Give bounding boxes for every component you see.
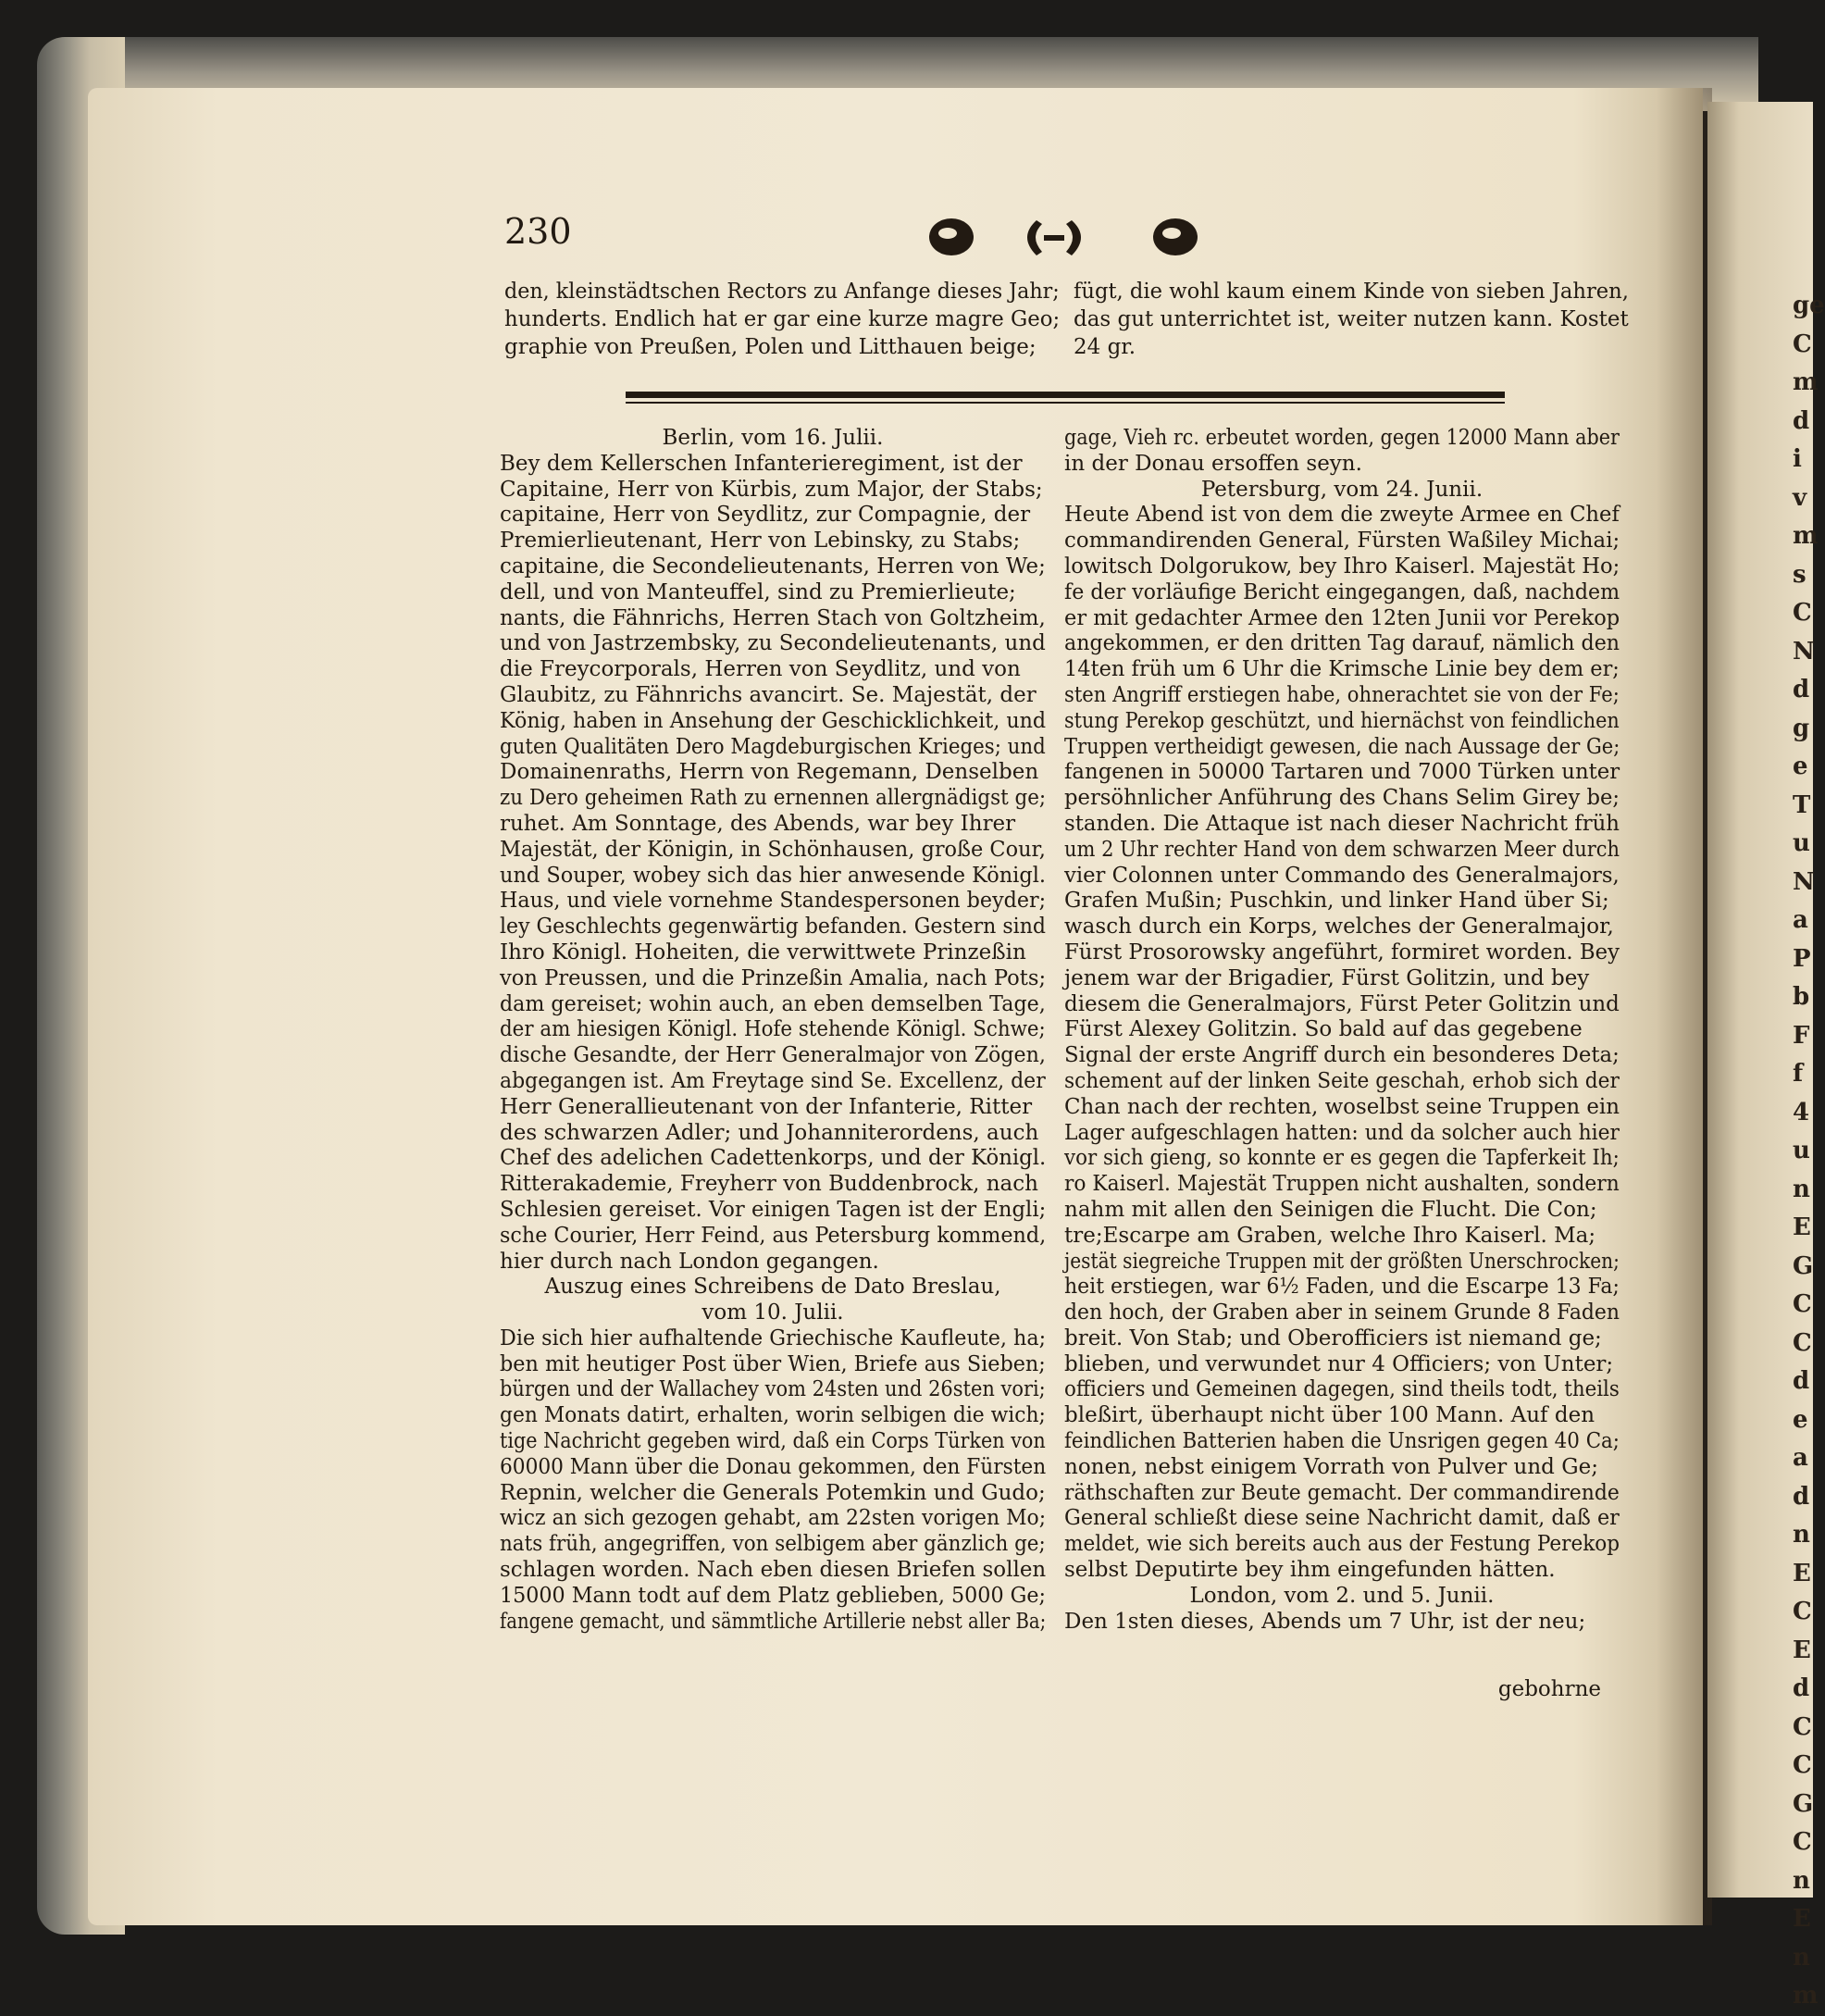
text-line: den, kleinstädtschen Rectors zu Anfange dieses Jahr;	[504, 280, 1060, 304]
top-left-text	[504, 278, 1060, 361]
text-line: schement auf der linken Seite geschah, erhob sich der	[1064, 1068, 1620, 1093]
text-line: gen Monats datirt, erhalten, worin selbigen die wich;	[500, 1403, 1046, 1428]
text-line: commandirenden General, Fürsten Waßiley Michai;	[1064, 529, 1620, 554]
text-line: bleßirt, überhaupt nicht über 100 Mann. Auf den	[1064, 1403, 1595, 1428]
dateline-heading: Auszug eines Schreibens de Dato Breslau,	[544, 1275, 1001, 1300]
text-line: ley Geschlechts gegenwärtig befanden. Gestern sind	[500, 915, 1047, 940]
dateline-heading: Berlin, vom 16. Julii.	[662, 426, 884, 450]
text-line: Premierlieutenant, Herr von Lebinsky, zu Stabs;	[500, 529, 1021, 554]
text-line: bürgen und der Wallachey vom 24sten und 26sten vori;	[500, 1377, 1046, 1402]
text-line: persöhnlicher Anführung des Chans Selim Girey be;	[1064, 786, 1620, 811]
text-line: graphie von Preußen, Polen und Litthauen beige;	[504, 335, 1037, 359]
dateline-heading: Petersburg, vom 24. Junii.	[1200, 477, 1484, 502]
text-line: Heute Abend ist von dem die zweyte Armee en Chef	[1064, 503, 1620, 528]
text-line: General schließt diese seine Nachricht damit, daß er	[1064, 1506, 1620, 1531]
text-line: nahm mit allen den Seinigen die Flucht. Die Con;	[1064, 1197, 1597, 1222]
text-line: der am hiesigen Königl. Hofe stehende Königl. Schwe;	[500, 1017, 1046, 1042]
text-line: vier Colonnen unter Commando des Generalmajors,	[1064, 863, 1620, 888]
text-line: ruhet. Am Sonntage, des Abends, war bey Ihrer	[500, 811, 1016, 836]
text-line: Repnin, welcher die Generals Potemkin und Gudo;	[500, 1480, 1046, 1505]
text-line: von Preussen, und die Prinzeßin Amalia, nach Pots;	[500, 965, 1047, 990]
text-line: lowitsch Dolgorukow, bey Ihro Kaiserl. Majestät Ho;	[1064, 554, 1620, 579]
text-line: räthschaften zur Beute gemacht. Der commandirende	[1064, 1480, 1620, 1505]
text-line: Chef des adelichen Cadettenkorps, und der Königl.	[500, 1146, 1047, 1171]
text-line: Grafen Mußin; Puschkin, und linker Hand über Si;	[1064, 889, 1609, 914]
text-line: jenem war der Brigadier, Fürst Golitzin, und bey	[1064, 965, 1590, 990]
page-number: 230	[504, 211, 572, 252]
text-line: die Freycorporals, Herren von Seydlitz, und von	[500, 657, 1021, 682]
text-line: tre;Escarpe am Graben, welche Ihro Kaiserl. Ma;	[1064, 1223, 1596, 1248]
text-line: Domainenraths, Herrn von Regemann, Denselben	[500, 760, 1039, 785]
text-line: heit erstiegen, war 6½ Faden, und die Escarpe 13 Fa;	[1064, 1275, 1620, 1300]
text-line: hunderts. Endlich hat er gar eine kurze magre Geo;	[504, 307, 1061, 331]
text-line: er mit gedachter Armee den 12ten Junii vor Perekop	[1064, 605, 1620, 630]
text-line: feindlichen Batterien haben die Unsrigen gegen 40 Ca;	[1064, 1429, 1620, 1454]
text-line: 60000 Mann über die Donau gekommen, den Fürsten	[500, 1454, 1047, 1479]
text-line: Fürst Prosorowsky angeführt, formiret worden. Bey	[1064, 940, 1620, 964]
text-line: sche Courier, Herr Feind, aus Petersburg kommend,	[500, 1223, 1047, 1248]
text-line: fangenen in 50000 Tartaren und 7000 Türken unter	[1064, 760, 1620, 785]
text-line: Glaubitz, zu Fähnrichs avancirt. Se. Majestät, der	[500, 682, 1037, 707]
text-line: fe der vorläufige Bericht eingegangen, daß, nachdem	[1064, 579, 1620, 604]
text-line: zu Dero geheimen Rath zu ernennen allergnädigst ge;	[500, 786, 1047, 811]
text-line: um 2 Uhr rechter Hand von dem schwarzen Meer durch	[1064, 837, 1620, 862]
text-line: jestät siegreiche Truppen mit der größten Unerschrocken;	[1064, 1249, 1620, 1274]
text-line: breit. Von Stab; und Oberofficiers ist niemand ge;	[1064, 1325, 1602, 1350]
text-line: schlagen worden. Nach eben diesen Briefen sollen	[500, 1558, 1047, 1583]
text-line: dische Gesandte, der Herr Generalmajor von Zögen,	[500, 1043, 1046, 1068]
text-line: diesem die Generalmajors, Fürst Peter Golitzin und	[1064, 991, 1620, 1016]
text-line: Haus, und viele vornehme Standespersonen beyder;	[500, 889, 1047, 914]
text-line: fügt, die wohl kaum einem Kinde von sieben Jahren,	[1074, 280, 1629, 304]
text-line: hier durch nach London gegangen.	[500, 1249, 879, 1274]
text-line: Chan nach der rechten, woselbst seine Truppen ein	[1064, 1094, 1620, 1119]
text-line: in der Donau ersoffen seyn.	[1064, 451, 1362, 476]
text-line: officiers und Gemeinen dagegen, sind theils todt, theils	[1064, 1377, 1620, 1402]
text-line: und Souper, wobey sich das hier anwesende Königl.	[500, 863, 1047, 888]
header-ornament-icon	[925, 211, 1203, 267]
text-line: 24 gr.	[1074, 335, 1136, 359]
text-line: stung Perekop geschützt, und hiernächst von feindlichen	[1064, 708, 1620, 733]
text-line: ro Kaiserl. Majestät Truppen nicht aushalten, sondern	[1064, 1172, 1620, 1197]
text-line: Truppen vertheidigt gewesen, die nach Aussage der Ge;	[1064, 734, 1620, 759]
text-line: und von Jastrzembsky, zu Secondelieutenants, und	[500, 631, 1046, 656]
right-column	[1064, 426, 1620, 1635]
text-line: König, haben in Ansehung der Geschicklichkeit, und	[500, 708, 1047, 733]
text-line: wasch durch ein Korps, welches der Generalmajor,	[1064, 915, 1614, 940]
text-line: Fürst Alexey Golitzin. So bald auf das gegebene	[1064, 1017, 1583, 1042]
text-line: guten Qualitäten Dero Magdeburgischen Krieges; und	[500, 734, 1046, 759]
text-line: Schlesien gereiset. Vor einigen Tagen ist der Engli;	[500, 1197, 1047, 1222]
text-line: des schwarzen Adler; und Johanniterordens, auch	[500, 1120, 1039, 1145]
text-line: angekommen, er den dritten Tag darauf, nämlich den	[1064, 631, 1620, 656]
text-line: Herr Generallieutenant von der Infanterie, Ritter	[500, 1094, 1033, 1119]
section-rule	[626, 392, 1505, 398]
text-line: abgegangen ist. Am Freytage sind Se. Excellenz, der	[500, 1068, 1046, 1093]
text-line: Bey dem Kellerschen Infanterieregiment, ist der	[500, 451, 1023, 476]
text-line: selbst Deputirte bey ihm eingefunden hätten.	[1064, 1558, 1556, 1583]
text-line: Ihro Königl. Hoheiten, die verwittwete Prinzeßin	[500, 940, 1026, 964]
text-line: gage, Vieh rc. erbeutet worden, gegen 12000 Mann aber	[1064, 426, 1620, 450]
text-line: Signal der erste Angriff durch ein besonderes Deta;	[1064, 1043, 1620, 1068]
text-line: capitaine, die Secondelieutenants, Herren von We;	[500, 554, 1046, 579]
section-rule-thin	[626, 402, 1505, 404]
text-line: tige Nachricht gegeben wird, daß ein Corps Türken von	[500, 1429, 1046, 1454]
text-line: nonen, nebst einigem Vorrath von Pulver und Ge;	[1064, 1454, 1598, 1479]
text-line: wicz an sich gezogen gehabt, am 22sten vorigen Mo;	[500, 1506, 1047, 1531]
text-line: den hoch, der Graben aber in seinem Grunde 8 Faden	[1064, 1300, 1620, 1325]
text-line: capitaine, Herr von Seydlitz, zur Compagnie, der	[500, 503, 1031, 528]
left-column	[500, 426, 1046, 1635]
gutter-shadow	[1657, 88, 1712, 1925]
text-line: meldet, wie sich bereits auch aus der Festung Perekop	[1064, 1532, 1620, 1557]
text-line: Capitaine, Herr von Kürbis, zum Major, der Stabs;	[500, 477, 1043, 502]
text-line: Den 1sten dieses, Abends um 7 Uhr, ist der neu;	[1064, 1609, 1586, 1634]
text-line: vor sich gieng, so konnte er es gegen die Tapferkeit Ih;	[1064, 1146, 1620, 1171]
text-line: ben mit heutiger Post über Wien, Briefe aus Sieben;	[500, 1351, 1046, 1376]
text-line: blieben, und verwundet nur 4 Officiers; von Unter;	[1064, 1351, 1614, 1376]
text-line: fangene gemacht, und sämmtliche Artillerie nebst aller Ba;	[500, 1609, 1047, 1634]
text-line: dam gereiset; wohin auch, an eben demselben Tage,	[500, 991, 1046, 1016]
text-line: Majestät, der Königin, in Schönhausen, große Cour,	[500, 837, 1046, 862]
adjacent-page-text: ge C m d i v m s C N d g e T u N a P b F f 4 u n E G C C d e a d n E C E d C C G C n E n m	[1793, 292, 1825, 2010]
text-line: Ritterakademie, Freyherr von Buddenbrock, nach	[500, 1172, 1038, 1197]
text-line: das gut unterrichtet ist, weiter nutzen kann. Kostet	[1074, 307, 1629, 331]
text-line: nats früh, angegriffen, von selbigem aber gänzlich ge;	[500, 1532, 1046, 1557]
text-line: Lager aufgeschlagen hatten: und da solcher auch hier	[1064, 1120, 1620, 1145]
dateline-heading: London, vom 2. und 5. Junii.	[1189, 1583, 1495, 1608]
text-line: nants, die Fähnrichs, Herren Stach von Goltzheim,	[500, 605, 1046, 630]
text-line: 15000 Mann todt auf dem Platz geblieben, 5000 Ge;	[500, 1583, 1047, 1608]
dateline-heading: vom 10. Julii.	[701, 1300, 844, 1325]
text-line: 14ten früh um 6 Uhr die Krimsche Linie bey dem er;	[1064, 657, 1620, 682]
text-line: standen. Die Attaque ist nach dieser Nachricht früh	[1064, 811, 1620, 836]
text-line: dell, und von Manteuffel, sind zu Premierlieute;	[500, 579, 1016, 604]
catchword: gebohrne	[1497, 1677, 1601, 1701]
top-right-text	[1074, 278, 1629, 361]
text-line: sten Angriff erstiegen habe, ohnerachtet sie von der Fe;	[1064, 682, 1620, 707]
text-line: Die sich hier aufhaltende Griechische Kaufleute, ha;	[500, 1325, 1047, 1350]
